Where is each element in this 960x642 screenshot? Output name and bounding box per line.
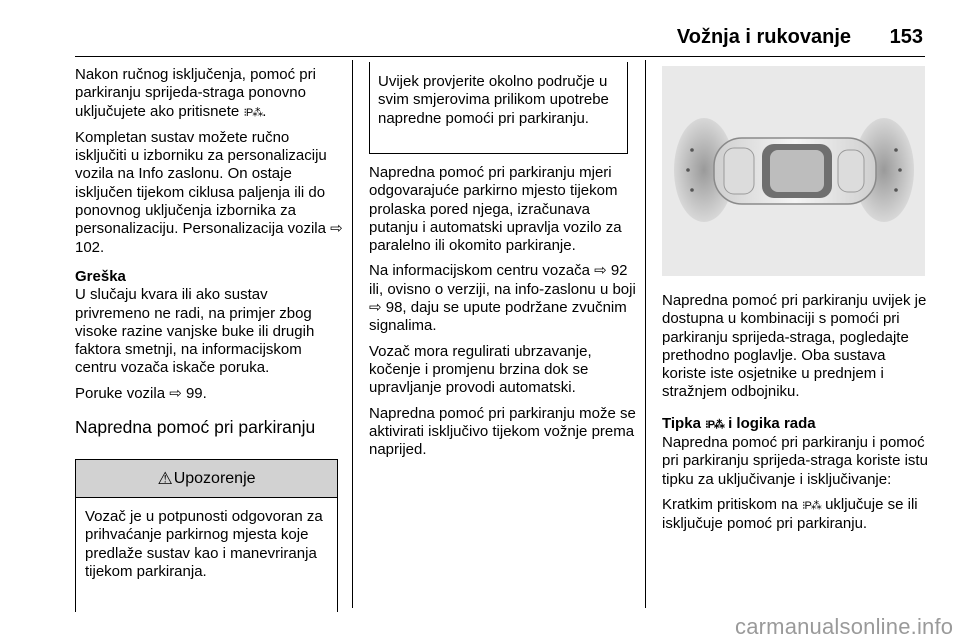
paragraph: Napredna pomoć pri parkiranju uvijek je dostupna u kombinaciji s pomoći pri parkiranju sprijeda-straga, pogledajte prethodno poglavlje. Oba sustava koriste iste osjetnike u prednjem i stražnjem odbojniku. [662,292,927,401]
column-2 [369,164,637,466]
paragraph: Nakon ručnog isključenja, pomoć pri parkiranju sprijeda-straga ponovno uključujete ako pritisnete ⁝P⁂. [75,66,316,120]
paragraph: Napredna pomoć pri parkiranju i pomoć pri parkiranju sprijeda-straga koriste istu tipku za uključivanje i isključivanje: [662,434,928,488]
park-assist-button-icon: ⁝P⁂ [705,418,724,431]
paragraph: U slučaju kvara ili ako sustav privremeno ne radi, na primjer zbog visoke razine vanjske buke ili drugih faktora smetnji, na informacijskom centru vozača iskače poruka. [75,286,315,377]
car-top-view-icon [662,66,925,276]
paragraph: Kratkim pritiskom na ⁝P⁂ uključuje se ili isključuje pomoć pri parkiranju. [662,495,918,533]
column-divider-1 [352,60,353,608]
header-title: Vožnja i rukovanje [676,26,851,48]
warning-text: Vozač je u potpunosti odgovoran za prihvaćanje parkirnog mjesta koje predlaže sustav kao i manevriranja tijekom parkiranja. [85,508,323,580]
page-ref-icon: ⇨ [369,299,382,317]
page-ref-icon: ⇨ [594,262,607,280]
warning-header [76,459,337,498]
paragraph: Na informacijskom centru vozača ⇨ 92 ili, ovisno o verziji, na info-zaslonu u boji ⇨ 98, daju se upute podržane zvučnim signalima. [369,262,636,335]
park-assist-button-icon: ⁝P⁂ [802,499,821,512]
subheading-greska: Greška [75,267,126,285]
note-box: Uvijek provjerite okolno područje u svim smjerovima prilikom upotrebe napredne pomoći pri parkiranju. [369,62,628,154]
header-rule [75,56,925,57]
warning-box [75,459,338,612]
paragraph: Vozač mora regulirati ubrzavanje, kočenje i promjenu brzina dok se upravljanje provodi automatski. [369,342,592,397]
page-ref-icon: ⇨ [169,384,182,402]
column-1 [75,66,345,438]
paragraph: Napredna pomoć pri parkiranju može se aktivirati isključivo tijekom vožnje prema naprijed. [369,404,636,459]
page-ref-icon: ⇨ [330,220,343,238]
column-3 [662,292,932,541]
page-number: 153 [889,26,923,48]
paragraph: Napredna pomoć pri parkiranju mjeri odgovarajuće parkirno mjesto tijekom prolaska pored njega, izračunava putanju i automatski upravlja vozilo za paralelno ili okomito parkiranje. [369,164,622,255]
section-heading: Napredna pomoć pri parkiranju [75,417,316,438]
column-divider-2 [645,60,646,608]
paragraph: Kompletan sustav možete ručno isključiti u izborniku za personalizaciju vozila na Info zaslonu. On ostaje isključen tijekom ciklusa paljenja ili do ponovnog uključenja izbornika za personalizaciju. Personalizacija vozila ⇨ 102. [75,128,343,256]
subheading-tipka: Tipka ⁝P⁂ i logika rada [662,414,816,432]
paragraph: Poruke vozila ⇨ 99. [75,384,207,402]
warning-title: Upozorenje [173,469,256,487]
warning-icon: ⚠ [157,468,173,488]
parking-sensor-illustration [662,66,925,276]
park-assist-button-icon: ⁝P⁂ [243,106,263,119]
watermark: carmanualsonline.info [735,614,954,639]
